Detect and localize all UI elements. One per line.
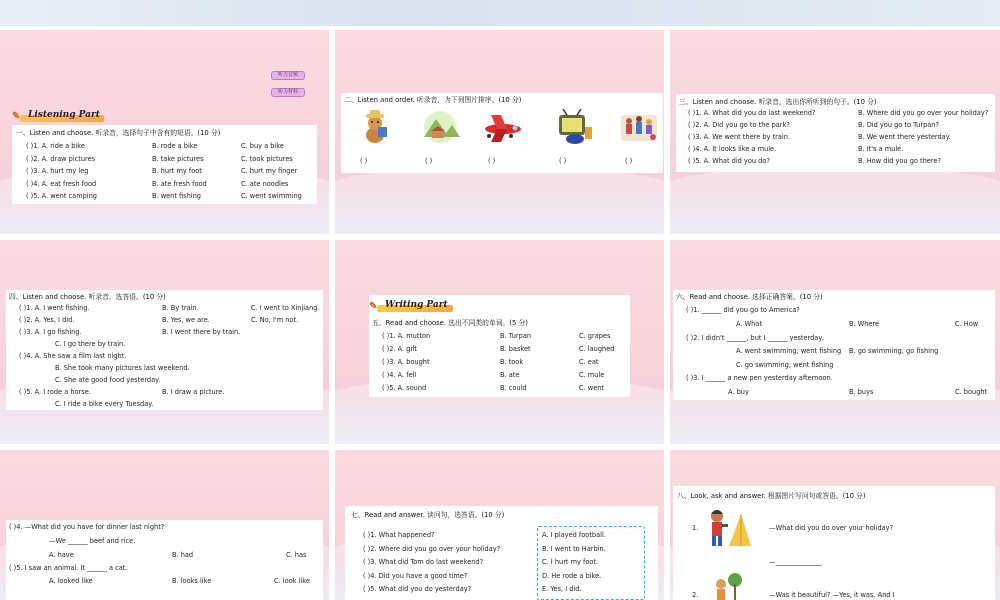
s6-q2b: B. go swimming; go fishing [849,347,939,355]
order-blank-5[interactable]: ( ) [625,157,633,165]
section-5-title: 五、Read and choose. 选出不同类的单词。(5 分) [372,319,528,327]
writing-part-label: Writing Part [385,300,448,310]
s6b-q4: ( )4. —What did you have for dinner last night? [9,523,165,531]
s7-question-2: ( )2. Where did you go over your holiday? [363,544,501,553]
slide-6 [670,240,1000,444]
pencil-icon: ✎ [369,301,378,312]
s8-question-2: —Was it beautiful? —Yes, it was. And I [769,591,895,599]
order-blank-1[interactable]: ( ) [360,157,368,165]
airplane-picture [481,109,525,145]
section-5-card: 五、Read and choose. 选出不同类的单词。(5 分) ( )1. A. mutton B. Turpan C. grapes ( )2. A. gift B. basket C. laughed ( )3. A. bought B. took C. eat ( )4. A. fell B. ate C. mule ( )5. A. sound B. could C. went [369,295,630,397]
s6-q1c: C. How [955,320,979,328]
s6-q1a: A. What [736,320,762,328]
section-2-title: 二、Listen and order. 听录音，为下列图片排序。(10 分) [344,96,522,104]
s6-q3: ( )3. I ______ a new pen yesterday afternoon. [686,374,833,382]
section-6b-card [6,520,323,600]
slide-2 [335,30,664,234]
top-band [0,0,1000,26]
boy-with-tent-picture [703,506,751,550]
section-6-title: 六、Read and choose. 选择正确答案。(10 分) [676,293,823,301]
slide-8 [335,450,664,600]
s4-row-5c: C. I ride a bike every Tuesday. [55,400,154,408]
order-blank-3[interactable]: ( ) [488,157,496,165]
s6b-q4a: A. have [49,551,74,559]
s7-question-5: ( )5. What did you do yesterday? [363,585,472,593]
section-4-card: 四、Listen and choose. 听录音，选答语。(10 分) ( )1. A. I went fishing. B. By train. C. I went to Xinjiang. ( )2. A. Yes, I did. B. Yes, we are. C. No, I'm not. ( )3. A. I go fishing. B. I went there by train. C. I go there by train. ( )4. A. She saw a film last night. B. She took many pictures last weekend. C. She ate good food yesterday. ( )5. A. I rode a horse. B. I draw a picture. C. I ride a bike every Tuesday. [6,290,323,410]
pencil-icon: ✎ [12,111,21,122]
s8-answer-line-1[interactable]: —______________ [769,558,822,566]
slide-4 [0,240,329,444]
s6b-q5: ( )5. I saw an animal. It ______ a cat. [9,564,128,572]
section-2-card [341,93,663,173]
s6b-q4c: C. has [286,551,307,559]
s6-q1b: B. Where [849,320,880,328]
s6-q3b: B. buys [849,388,874,396]
s6b-q4b: B. had [172,551,194,559]
s8-number-1: 1. [692,524,699,532]
section-6-card [673,290,995,400]
slide-7 [0,450,329,600]
s6-q1: ( )1. ______ did you go to America? [686,306,800,314]
boy-with-tree-picture [709,572,745,600]
s4-row-3c: C. I go there by train. [55,340,126,348]
s8-number-2: 2. [692,591,699,599]
slide-3 [670,30,1000,234]
section-8-card [673,486,995,600]
s7-answer-e: E. Yes, I did. [542,585,582,593]
listening-part-label: Listening Part [28,110,100,120]
s7-question-3: ( )3. What did Tom do last weekend? [363,558,484,566]
section-1-card: 一、Listen and choose. 听录音，选择句子中含有的短语。(10 分) ( )1. A. ride a bike B. rode a bike C. buy a bike ( )2. A. draw pictures B. take pictures C. took pictures ( )3. A. hurt my leg B. hurt my foot C. hurt my finger ( )4. A. eat fresh food B. ate fresh food C. ate noodles ( )5. A. went camping B. went fishing C. went swimming [12,125,317,204]
section-7-card [345,506,658,600]
slide-1 [0,30,329,234]
slide-5 [335,240,664,444]
teddy-bear-picture [353,109,397,145]
s6b-q5b: B. looks like [172,577,212,585]
s4-row-4c: C. She ate good food yesterday. [55,376,161,384]
section-7-title: 七、Read and answer. 读问句，选答语。(10 分) [351,511,505,519]
s6-q3c: C. bought [955,388,988,396]
s6b-q4-line: —We ______ beef and rice. [49,537,136,545]
s8-question-1: —What did you do over your holiday? [769,524,894,532]
s7-question-4: ( )4. Did you have a good time? [363,571,468,580]
s6-q2a: A. went swimming; went fishing [736,347,842,355]
s6b-q5c: C. look like [274,577,310,585]
writing-part-header [369,298,453,313]
order-blank-2[interactable]: ( ) [425,157,433,165]
s7-answer-a: A. I played football. [542,531,606,539]
section-1-title: 一、Listen and choose. 听录音，选择句子中含有的短语。(10 分) [16,129,221,137]
section-8-title: 八、Look, ask and answer. 根据图片写问句或答语。(10 分) [677,492,866,500]
s4-row-4b: B. She took many pictures last weekend. [55,364,190,372]
material-badge[interactable]: 听力材料 [271,88,305,97]
s7-answer-c: C. I hurt my foot. [542,558,599,566]
s6b-q5a: A. looked like [49,577,93,585]
s6-q2c: C. go swimming; went fishing [736,361,834,369]
order-blank-4[interactable]: ( ) [559,157,567,165]
section-3-card: 三、Listen and choose. 听录音，选出你所听到的句子。(10 分) ( )1. A. What did you do last weekend? B. Where did you go over your holiday? ( )2. A. Did you go to the park? B. Did you go to Turpan? ( )3. A. We went there by train. B. We went there yesterday. ( )4. A. It looks like a mule. B. It's a mule. ( )5. A. What did you do? B. How did you go there? [676,94,995,172]
section-4-title: 四、Listen and choose. 听录音，选答语。(10 分) [9,293,166,301]
answer-box [537,526,645,600]
television-picture [551,109,595,145]
s7-question-1: ( )1. What happened? [363,531,435,539]
section-3-title: 三、Listen and choose. 听录音，选出你所听到的句子。(10 分) [679,98,877,106]
landscape-picture [418,109,462,145]
audio-badge[interactable]: 听力音频 [271,71,305,80]
s7-answer-b: B. I went to Harbin. [542,544,606,553]
s6-q3a: A. buy [728,388,749,396]
slide-9 [670,450,1000,600]
listening-part-header [12,108,104,123]
s7-answer-d: D. He rode a bike. [542,571,602,580]
s4-row-4: ( )4. A. She saw a film last night. [19,352,127,360]
family-picture [617,109,661,145]
s6-q2: ( )2. I didn't ______, but I ______ yesterday. [686,334,824,342]
